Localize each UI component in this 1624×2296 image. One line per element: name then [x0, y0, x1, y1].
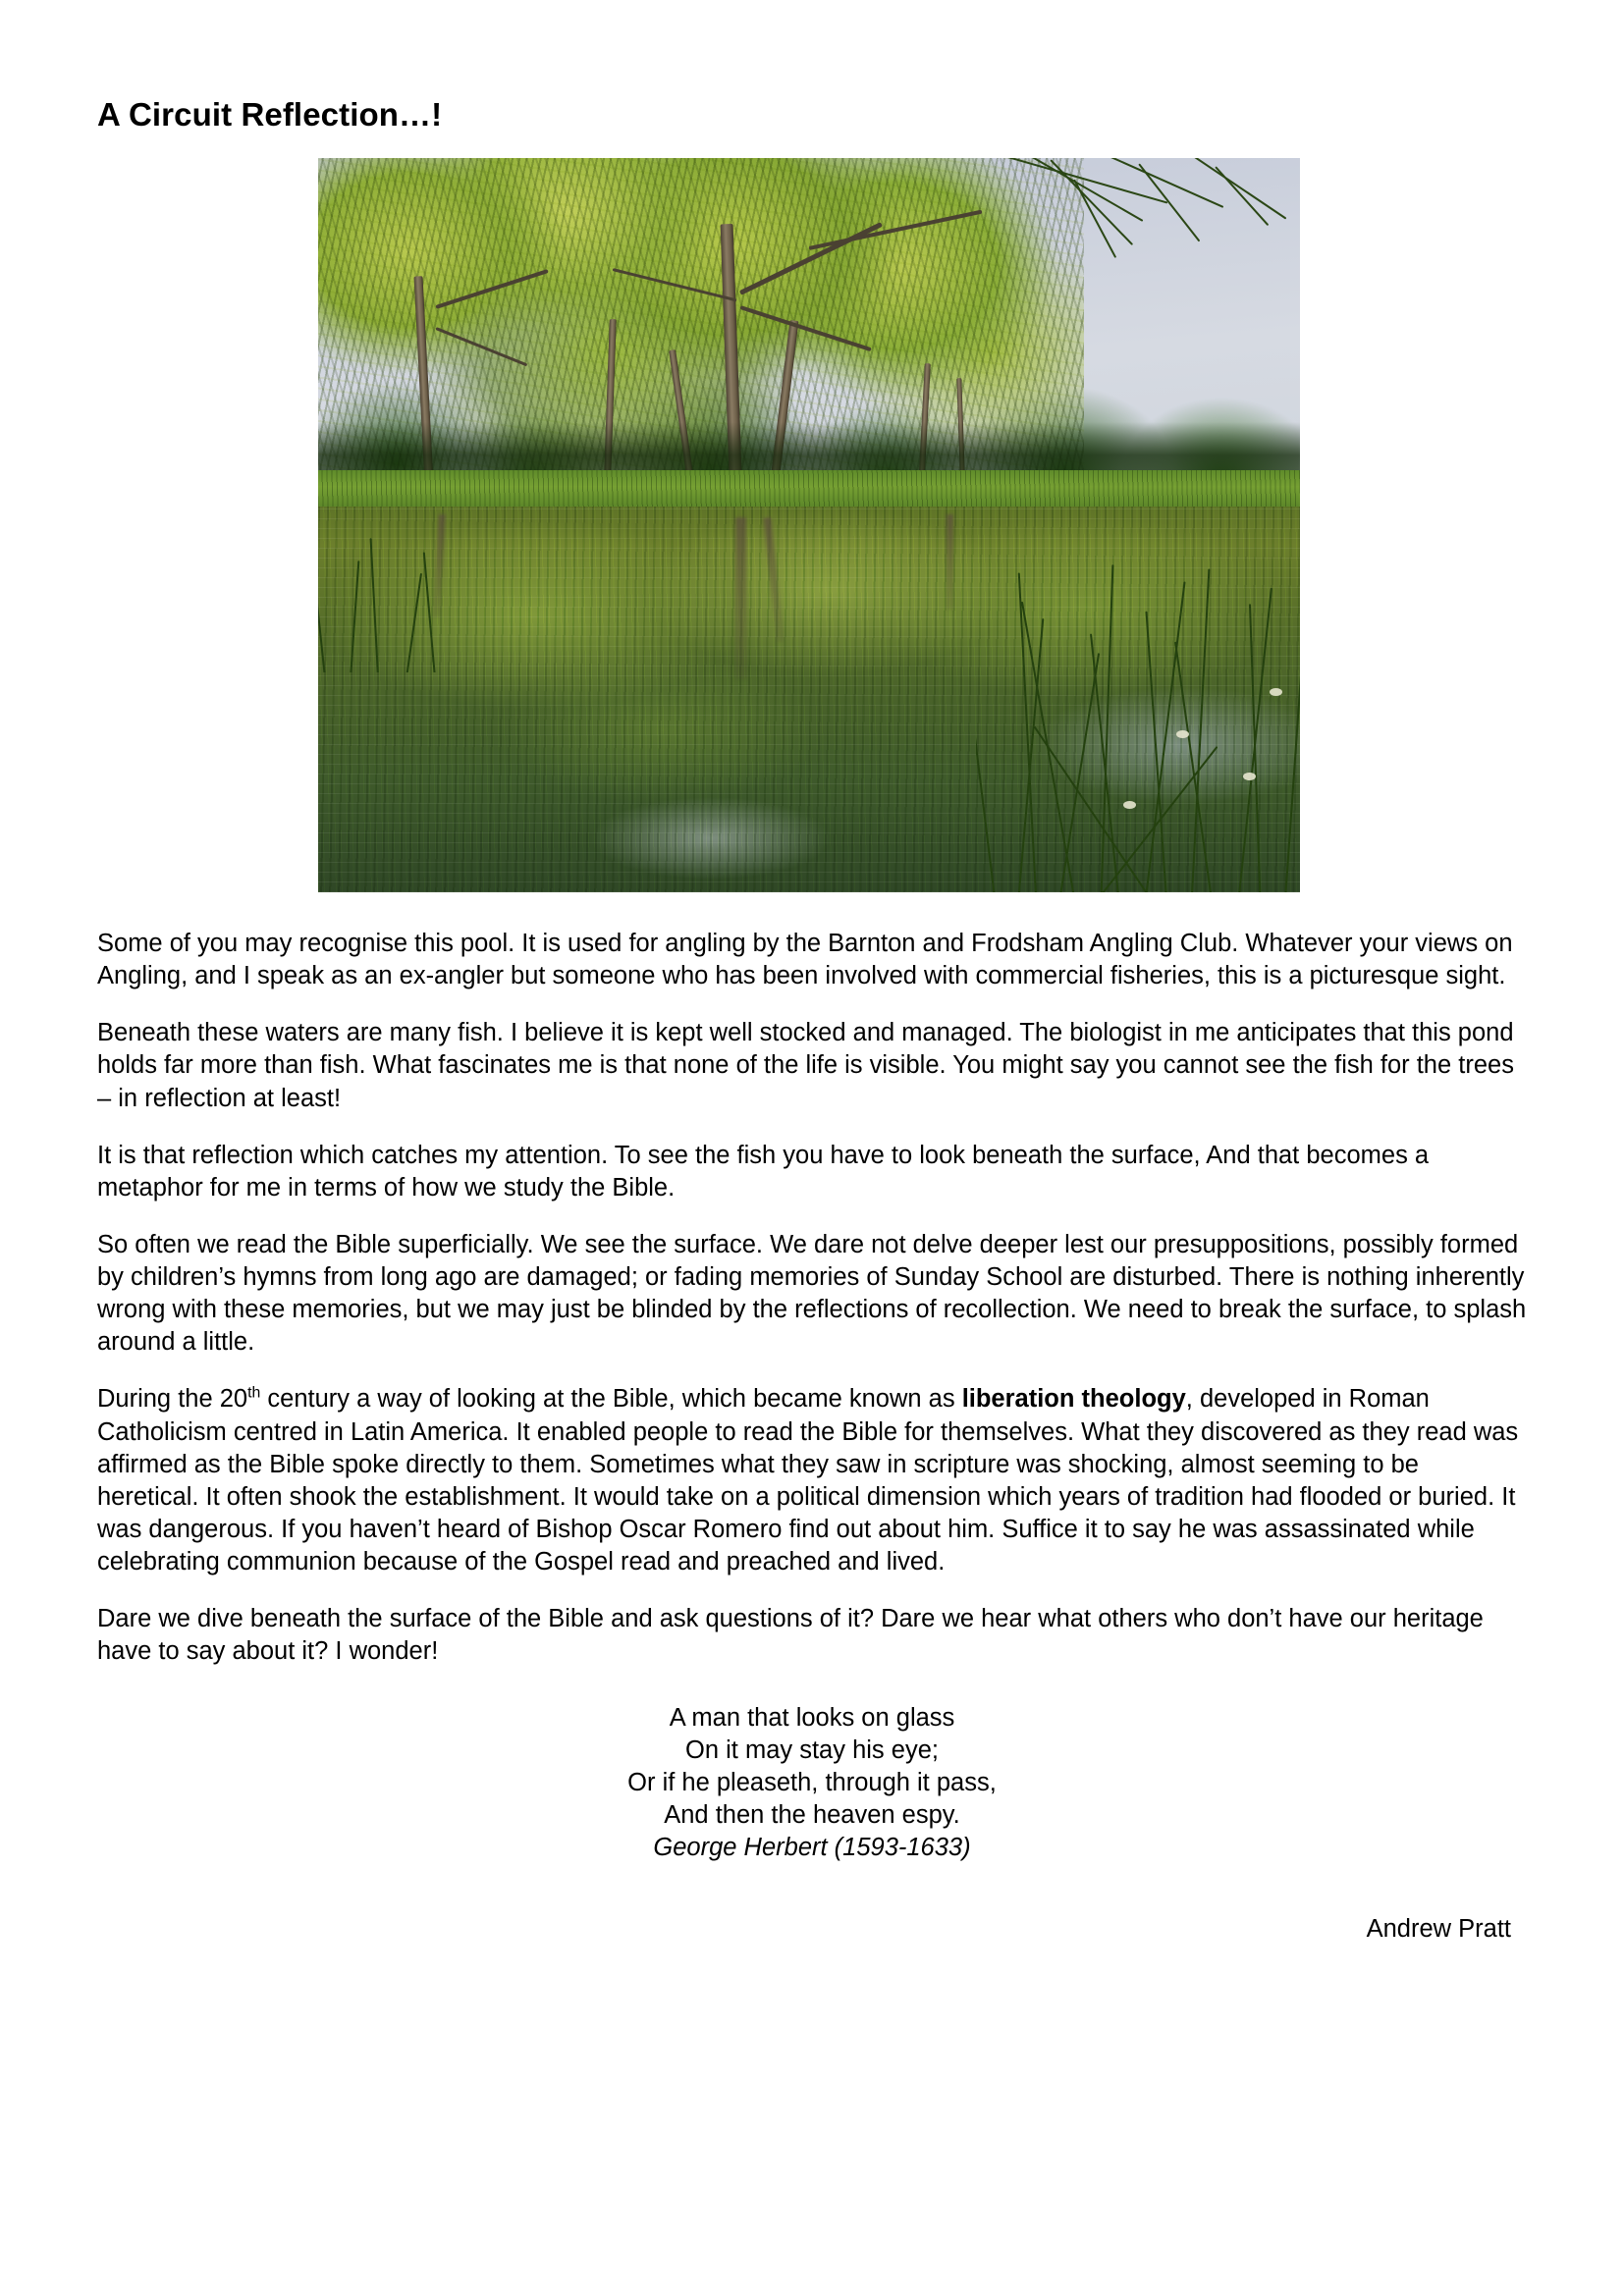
paragraph-liberation-theology — [97, 1383, 1527, 1578]
liberation-after-ordinal: century a way of looking at the Bible, which became known as — [260, 1385, 962, 1414]
reed-stem — [370, 539, 379, 672]
reflected-trunk — [947, 514, 953, 610]
herbert-poem — [97, 1702, 1527, 1865]
reed-stem — [976, 592, 998, 892]
reed-stem — [318, 547, 326, 672]
poem-line: A man that looks on glass — [669, 1703, 955, 1732]
poem-line: On it may stay his eye; — [685, 1735, 939, 1764]
foreground-reeds — [976, 547, 1300, 892]
reed-stem — [350, 561, 359, 671]
page-title: A Circuit Reflection…! — [97, 96, 443, 133]
pool-photograph — [318, 158, 1300, 892]
paragraph-superficial-reading: So often we read the Bible superficially. We see the surface. We dare not delve deeper lest our presuppositions, possibly formed by children’s hymns from long ago are damaged; or fading memories of Sunday School are disturbed. There is nothing inherently wrong with these memories, but we may just be blinded by the reflections of recollection. We need to break the surface, to splash around a little. — [97, 1230, 1527, 1357]
author-signature: Andrew Pratt — [1366, 1915, 1511, 1944]
reed-stem — [406, 573, 422, 672]
overhanging-willow-branch — [986, 158, 1280, 305]
liberation-before-ordinal: During the 20 — [97, 1385, 248, 1414]
article-body — [97, 928, 1527, 1669]
reed-stem — [1056, 653, 1100, 892]
reed-stem — [1016, 618, 1044, 892]
photo-scene — [318, 158, 1300, 892]
willow-leaf-spray — [1050, 160, 1133, 246]
flower-head — [1243, 773, 1256, 780]
paragraph-beneath-waters: Beneath these waters are many fish. I believe it is kept well stocked and managed. The biologist in me anticipates that this pond holds far more than fish. What fascinates me is that none of the life is visible. You might say you cannot see the fish for the trees – in reflection at least! — [97, 1019, 1514, 1112]
poem-line: Or if he pleaseth, through it pass, — [627, 1768, 997, 1796]
reed-stem — [1249, 604, 1262, 892]
reed-stem — [1034, 726, 1162, 892]
paragraph-reflection-metaphor: It is that reflection which catches my attention. To see the fish you have to look beneath the surface, And that becomes a metaphor for me in terms of how we study the Bible. — [97, 1141, 1430, 1201]
willow-leaf-spray — [1215, 166, 1269, 226]
page-content — [97, 0, 1527, 1944]
paragraph-dare-we-dive: Dare we dive beneath the surface of the Bible and ask questions of it? Dare we hear what others who don’t have our heritage have to say about it? I wonder! — [97, 1605, 1484, 1666]
reflected-trunk — [735, 517, 746, 679]
reed-stem — [1283, 576, 1300, 892]
reed-stem — [1190, 568, 1210, 892]
left-bank-reeds — [318, 525, 465, 672]
liberation-theology-term: liberation theology — [961, 1385, 1186, 1414]
paragraph-pool-intro: Some of you may recognise this pool. It is used for angling by the Barnton and Frodsham Angling Club. Whatever your views on Angling, and I speak as an ex-angler but someone who has been involved with commercial fisheries, this is a picturesque sight. — [97, 929, 1513, 990]
poem-line: And then the heaven espy. — [664, 1801, 960, 1830]
poem-attribution: George Herbert (1593-1633) — [653, 1834, 971, 1862]
reed-stem — [1018, 572, 1038, 892]
ordinal-suffix: th — [247, 1384, 261, 1402]
reed-stem — [423, 552, 436, 671]
flower-head — [1123, 801, 1136, 809]
flower-head — [1270, 688, 1282, 696]
willow-leaf-spray — [1138, 163, 1200, 241]
liberation-remainder: , developed in Roman Catholicism centred in Latin America. It enabled people to read the Bible for themselves. What they discovered as they read was affirmed as the Bible spoke directly to them. Sometimes what they saw in scripture was shocking, almost seeming to be heretical. It often shook the establishment. It would take on a political dimension which years of tradition had flooded or buried. It was dangerous. If you haven’t heard of Bishop Oscar Romero find out about him. Suffice it to say he was assassinated while celebrating communion because of the Gospel read and preached and lived. — [97, 1385, 1519, 1576]
